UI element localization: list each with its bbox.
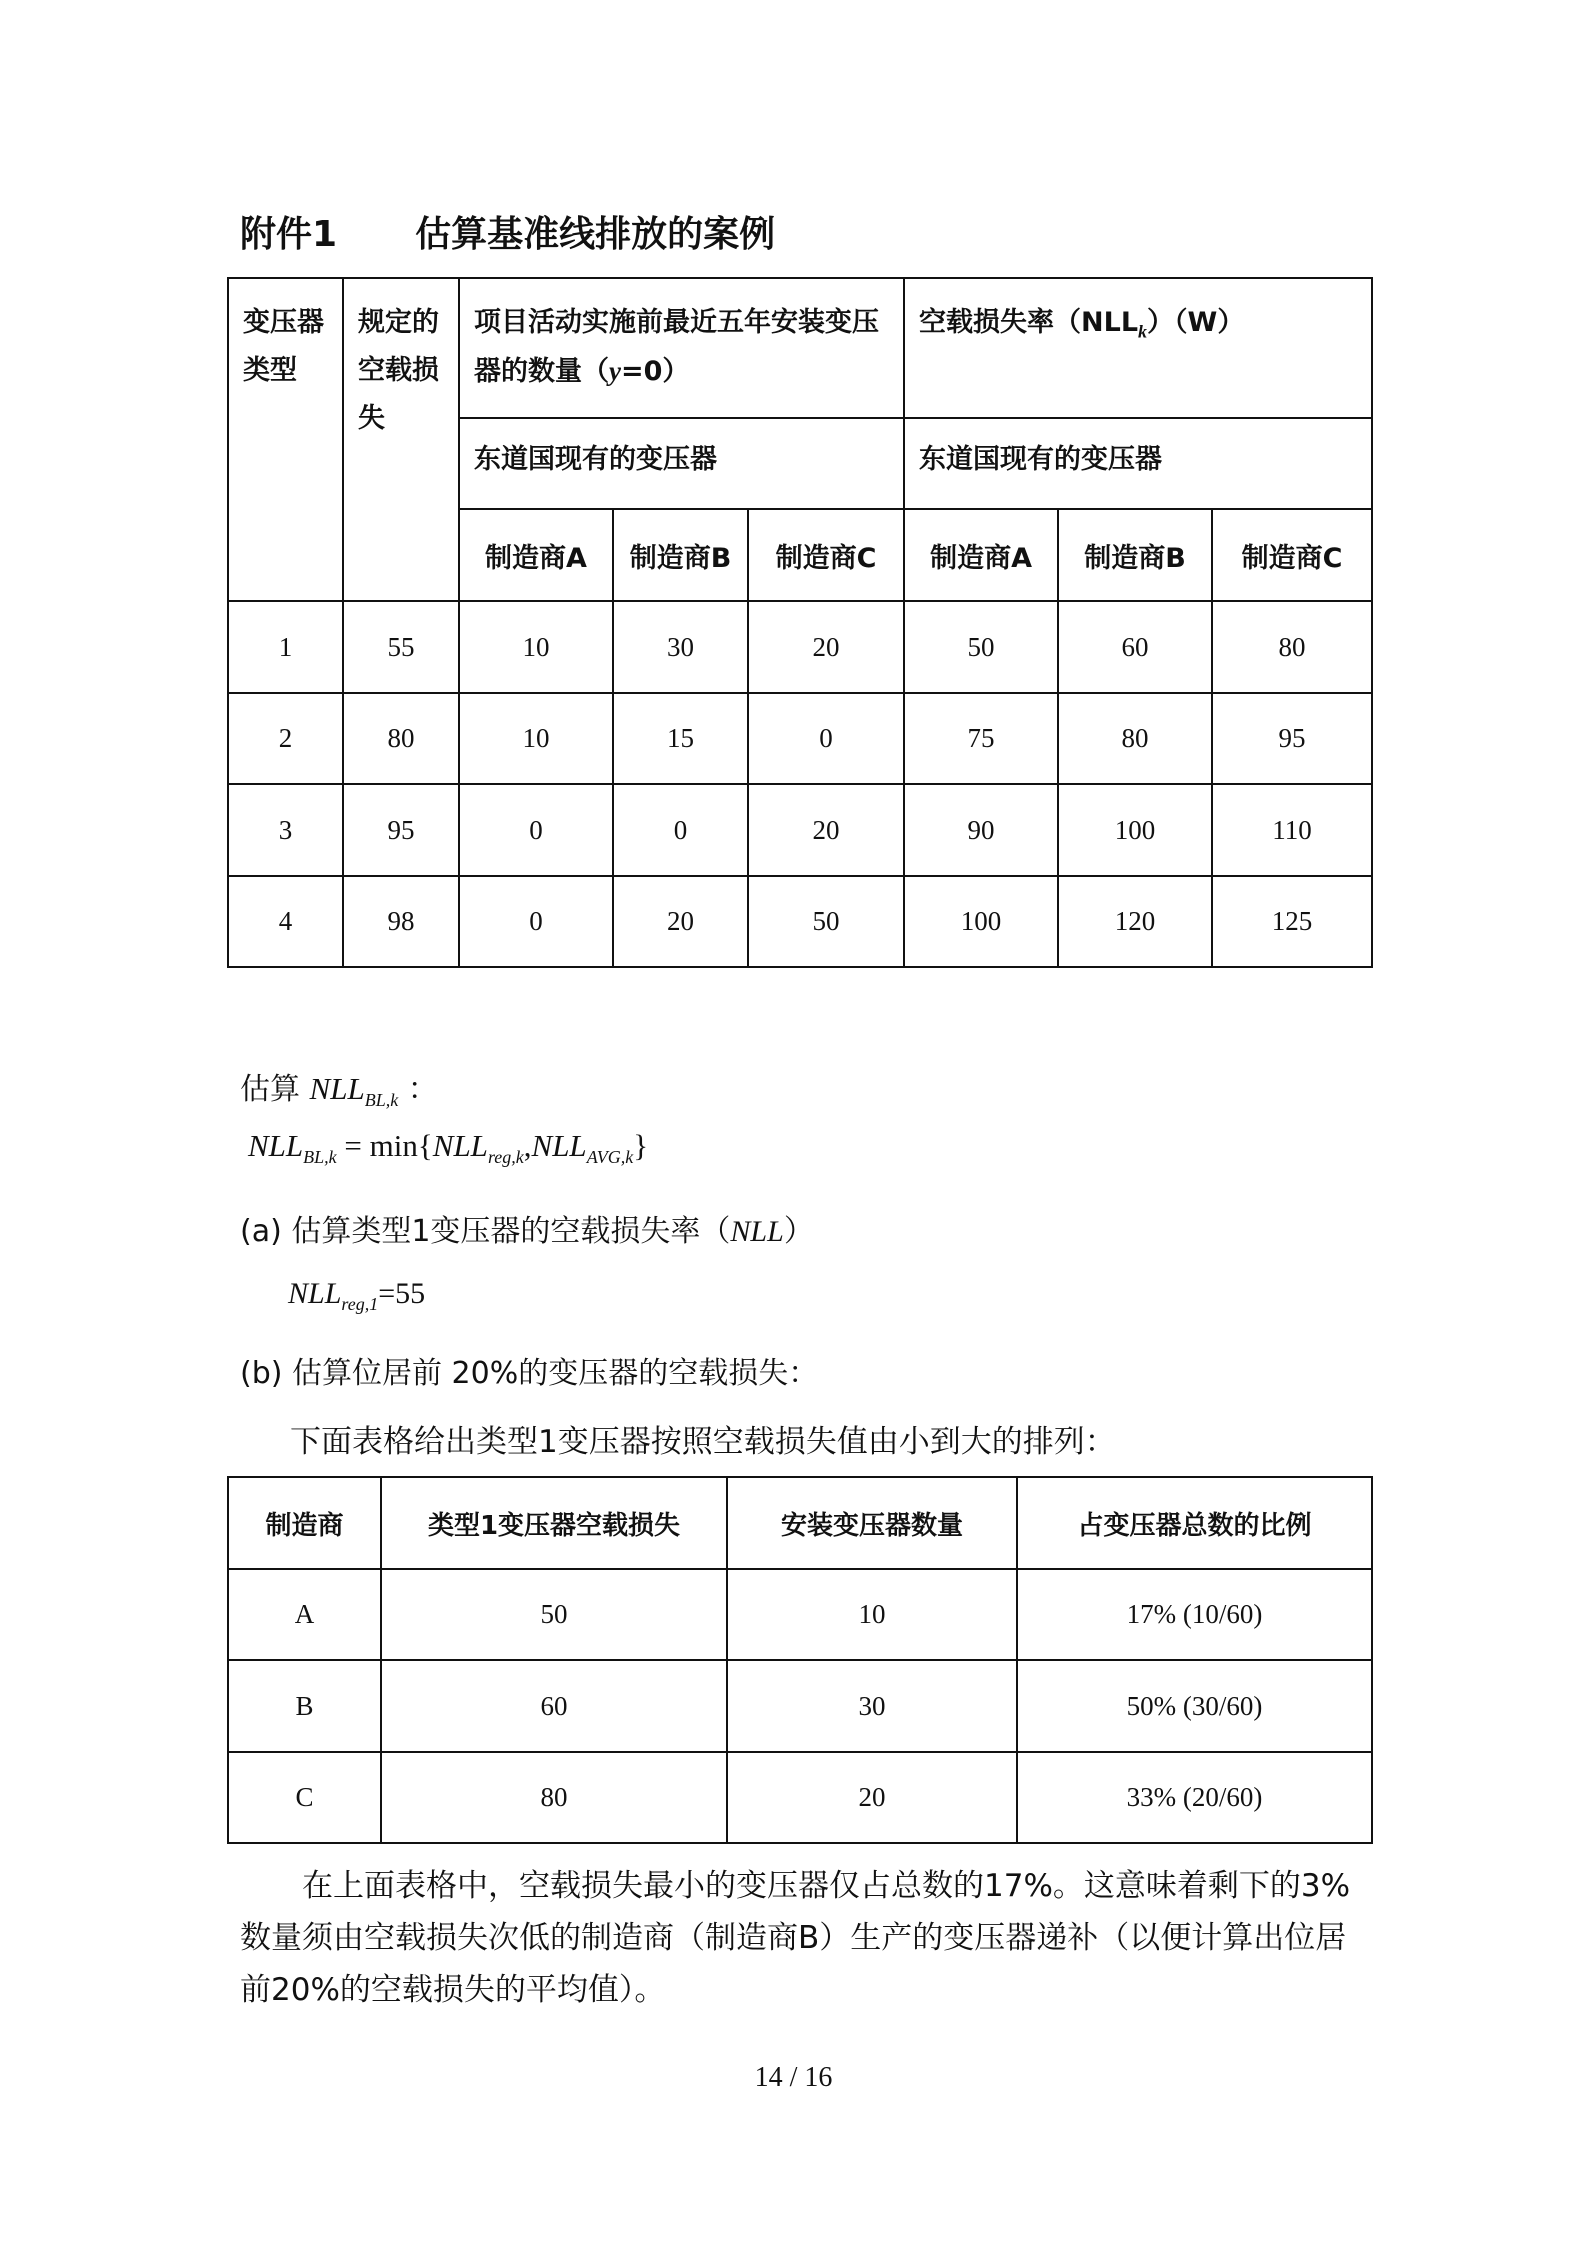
table-cell: 10 <box>459 601 613 693</box>
table-cell: 75 <box>904 693 1058 784</box>
header-rate: 空载损失率$(NLL_k)(W)$ <box>904 278 1372 418</box>
header-cell: 占变压器总数的比例 <box>1017 1477 1372 1569</box>
nll-equation: $NLL_{BL,k} = \min\{NLL_{reg,k},NLL_{AVG,k}\}$ <box>248 1128 649 1168</box>
table-cell: 80 <box>1058 693 1212 784</box>
table-cell: 0 <box>748 693 904 784</box>
header-mfr: 制造商B <box>613 509 748 601</box>
page-heading <box>240 206 775 257</box>
table-row <box>228 1752 1372 1843</box>
table-cell: 3 <box>228 784 343 876</box>
ranking-table <box>227 1476 1373 1844</box>
table-cell: 20 <box>748 601 904 693</box>
table-cell: 0 <box>459 876 613 967</box>
header-spec-loss: 规定的空载损失 <box>343 278 459 601</box>
table-cell: 30 <box>613 601 748 693</box>
header-type: 变压器类型 <box>228 278 343 601</box>
nll-reg-value: $NLL_{reg,1}=55$ <box>288 1277 426 1314</box>
table-cell: 125 <box>1212 876 1372 967</box>
step-a: (a) 估算类型1变压器的空载损失率（NLL） <box>240 1214 814 1249</box>
header-mfr: 制造商C <box>748 509 904 601</box>
table-cell: 110 <box>1212 784 1372 876</box>
table-cell: 33% (20/60) <box>1017 1752 1372 1843</box>
table-cell: 50 <box>904 601 1058 693</box>
table-cell: 80 <box>381 1752 727 1843</box>
table-cell: 20 <box>613 876 748 967</box>
header-host-2: 东道国现有的变压器 <box>904 418 1372 509</box>
table-cell: 17% (10/60) <box>1017 1569 1372 1660</box>
table-cell: 95 <box>1212 693 1372 784</box>
table-row <box>228 784 1372 876</box>
table-cell: 100 <box>904 876 1058 967</box>
table-cell: 2 <box>228 693 343 784</box>
header-mfr: 制造商C <box>1212 509 1372 601</box>
header-host-1: 东道国现有的变压器 <box>459 418 904 509</box>
table-cell: 50 <box>748 876 904 967</box>
table-cell: 20 <box>727 1752 1017 1843</box>
table-cell: 80 <box>1212 601 1372 693</box>
step-b: (b) 估算位居前 20%的变压器的空载损失： <box>240 1356 819 1391</box>
table-cell: 98 <box>343 876 459 967</box>
table-cell: 55 <box>343 601 459 693</box>
header-count: 项目活动实施前最近五年安装变压器的数量（y=0） <box>459 278 904 418</box>
table-cell: 120 <box>1058 876 1212 967</box>
table-cell: 20 <box>748 784 904 876</box>
header-mfr: 制造商B <box>1058 509 1212 601</box>
table-row <box>228 693 1372 784</box>
table-cell: 60 <box>1058 601 1212 693</box>
table-cell: A <box>228 1569 381 1660</box>
header-mfr: 制造商A <box>459 509 613 601</box>
table-cell: 80 <box>343 693 459 784</box>
table-cell: 90 <box>904 784 1058 876</box>
header-cell: 类型1变压器空载损失 <box>381 1477 727 1569</box>
transformer-table <box>227 277 1373 968</box>
table-cell: 0 <box>459 784 613 876</box>
page-number: 14 / 16 <box>754 2062 833 2093</box>
table-cell: 4 <box>228 876 343 967</box>
table-row <box>228 1569 1372 1660</box>
table-row <box>228 601 1372 693</box>
table2-intro: 下面表格给出类型1变压器按照空载损失值由小到大的排列： <box>290 1424 1116 1460</box>
table-row <box>228 876 1372 967</box>
table-cell: 0 <box>613 784 748 876</box>
table-cell: 10 <box>727 1569 1017 1660</box>
explanation-paragraph: 在上面表格中，空载损失最小的变压器仅占总数的17%。这意味着剩下的3%数量须由空载损失次低的制造商（制造商B）生产的变压器递补（以便计算出位居前20%的空载损失的平均值）。 <box>240 1868 1351 2008</box>
table-cell: B <box>228 1660 381 1752</box>
table-cell: 10 <box>459 693 613 784</box>
table-cell: 15 <box>613 693 748 784</box>
calc-label: 估算 <box>240 1072 300 1107</box>
calc-label-line: 估算 $NLL_{BL,k}$ ： <box>240 1071 438 1110</box>
appendix-label: 附件1 <box>240 214 338 255</box>
table-cell: 50 <box>381 1569 727 1660</box>
header-mfr: 制造商A <box>904 509 1058 601</box>
table-cell: 1 <box>228 601 343 693</box>
table-cell: 95 <box>343 784 459 876</box>
table-cell: 100 <box>1058 784 1212 876</box>
table-cell: 60 <box>381 1660 727 1752</box>
table-row <box>228 1660 1372 1752</box>
header-cell: 安装变压器数量 <box>727 1477 1017 1569</box>
header-cell: 制造商 <box>228 1477 381 1569</box>
table-cell: C <box>228 1752 381 1843</box>
appendix-title: 估算基准线排放的案例 <box>415 214 776 255</box>
table-cell: 30 <box>727 1660 1017 1752</box>
table-cell: 50% (30/60) <box>1017 1660 1372 1752</box>
